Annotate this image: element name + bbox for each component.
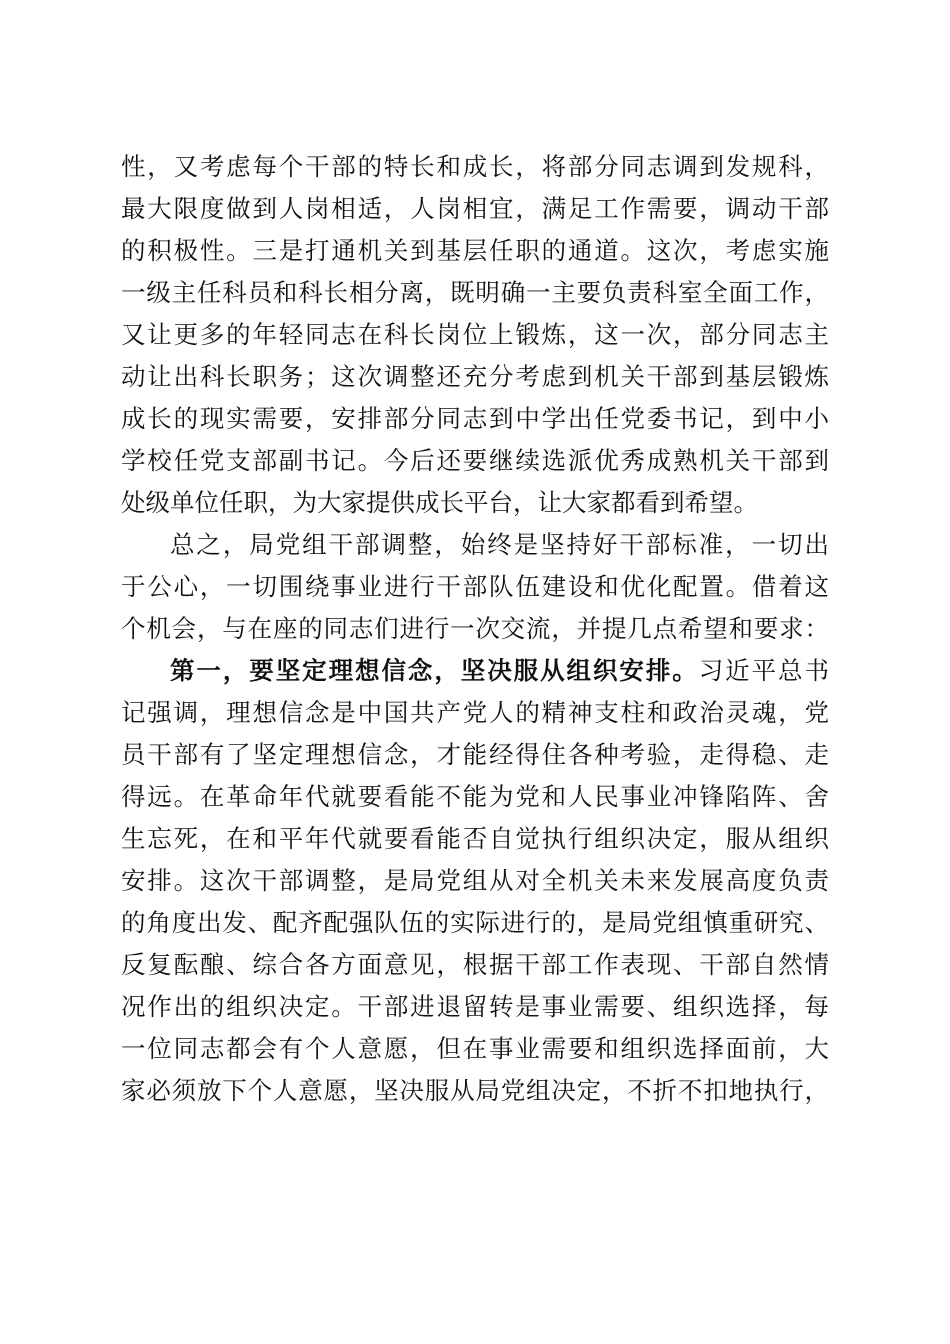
- text-line: 性，又考虑每个干部的特长和成长，将部分同志调到发规科，: [121, 152, 829, 181]
- text-line: 于公心，一切围绕事业进行干部队伍建设和优化配置。借着这: [121, 572, 829, 601]
- text-line: 个机会，与在座的同志们进行一次交流，并提几点希望和要求：: [121, 614, 829, 643]
- text-line: 又让更多的年轻同志在科长岗位上锻炼，这一次，部分同志主: [121, 320, 829, 349]
- text-line: 成长的现实需要，安排部分同志到中学出任党委书记，到中小: [121, 404, 829, 433]
- text-line: 学校任党支部副书记。今后还要继续选派优秀成熟机关干部到: [121, 446, 829, 475]
- text-line: 动让出科长职务；这次调整还充分考虑到机关干部到基层锻炼: [121, 362, 829, 391]
- text-line: 反复酝酿、综合各方面意见，根据干部工作表现、干部自然情: [121, 950, 829, 979]
- text-line: 一位同志都会有个人意愿，但在事业需要和组织选择面前，大: [121, 1034, 829, 1063]
- text-span: 习近平总书: [698, 656, 829, 685]
- section-heading: 第一，要坚定理想信念，坚决服从组织安排。: [170, 656, 699, 685]
- text-line: 处级单位任职，为大家提供成长平台，让大家都看到希望。: [121, 488, 758, 517]
- text-line: 得远。在革命年代就要看能不能为党和人民事业冲锋陷阵、舍: [121, 782, 829, 811]
- text-line: 安排。这次干部调整，是局党组从对全机关未来发展高度负责: [121, 866, 829, 895]
- text-line: 记强调，理想信念是中国共产党人的精神支柱和政治灵魂，党: [121, 698, 829, 727]
- text-line: 的角度出发、配齐配强队伍的实际进行的，是局党组慎重研究、: [121, 908, 829, 937]
- text-line: 生忘死，在和平年代就要看能否自觉执行组织决定，服从组织: [121, 824, 829, 853]
- section-heading-line: [170, 651, 829, 691]
- text-line: 员干部有了坚定理想信念，才能经得住各种考验，走得稳、走: [121, 740, 829, 769]
- text-line: 总之，局党组干部调整，始终是坚持好干部标准，一切出: [170, 530, 829, 559]
- text-line: 的积极性。三是打通机关到基层任职的通道。这次，考虑实施: [121, 236, 829, 265]
- text-line: 一级主任科员和科长相分离，既明确一主要负责科室全面工作，: [121, 278, 829, 307]
- text-line: 家必须放下个人意愿，坚决服从局党组决定，不折不扣地执行，: [121, 1076, 829, 1105]
- text-line: 最大限度做到人岗相适，人岗相宜，满足工作需要，调动干部: [121, 194, 829, 223]
- text-line: 况作出的组织决定。干部进退留转是事业需要、组织选择，每: [121, 992, 829, 1021]
